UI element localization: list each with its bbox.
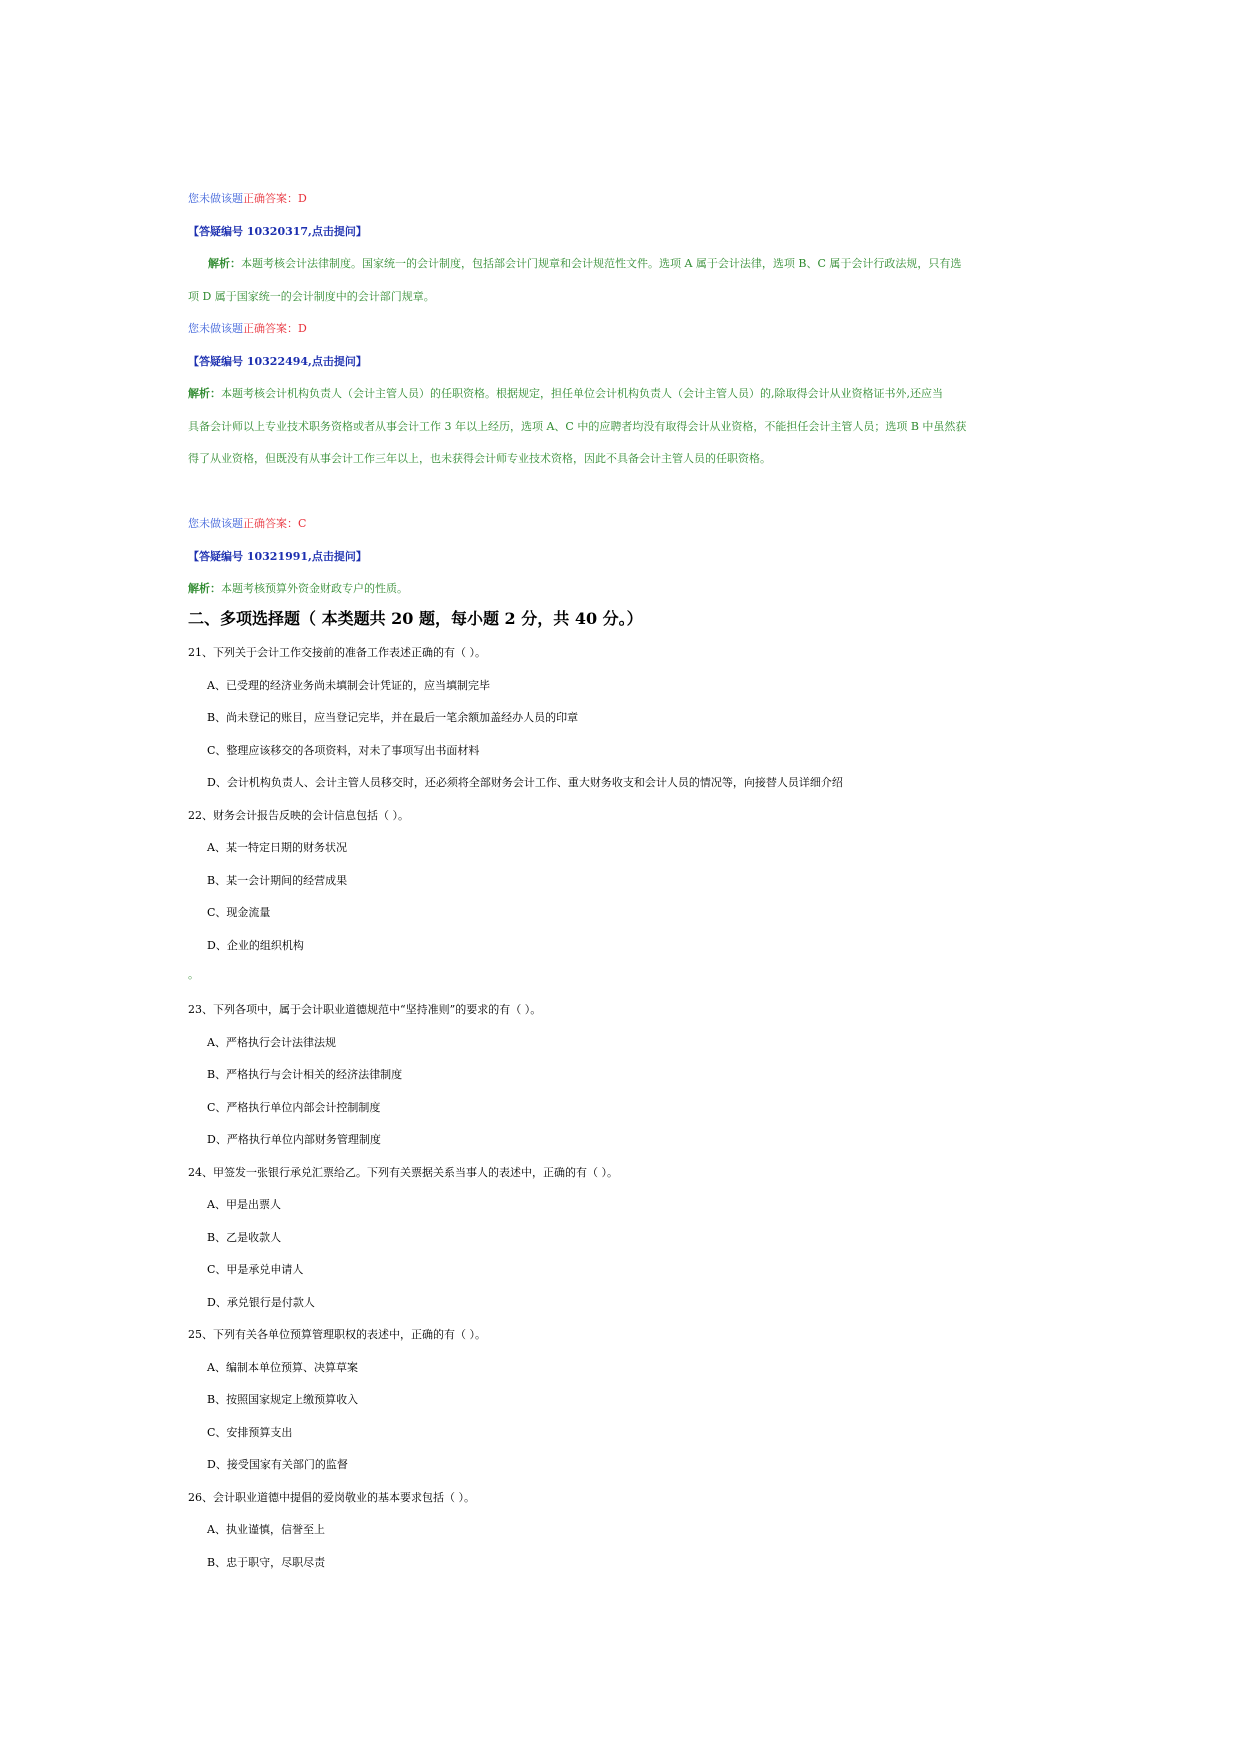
question-option[interactable]: D、接受国家有关部门的监督: [207, 1458, 348, 1471]
question-option[interactable]: B、忠于职守，尽职尽责: [207, 1556, 326, 1569]
question-option[interactable]: C、整理应该移交的各项资料，对未了事项写出书面材料: [207, 744, 480, 757]
question-stem: 26、会计职业道德中提倡的爱岗敬业的基本要求包括（ ）。: [188, 1491, 475, 1504]
question-option[interactable]: B、尚未登记的账目，应当登记完毕，并在最后一笔余额加盖经办人员的印章: [207, 711, 579, 724]
analysis-label: 解析：: [188, 387, 221, 400]
not-done-text: 您未做该题: [188, 322, 243, 335]
question-stem: 21、下列关于会计工作交接前的准备工作表述正确的有（ ）。: [188, 646, 486, 659]
correct-answer-label: 正确答案：: [243, 192, 298, 205]
question-option[interactable]: A、执业谨慎，信誉至上: [207, 1523, 325, 1536]
question-option[interactable]: D、严格执行单位内部财务管理制度: [207, 1133, 381, 1146]
question-stem: 25、下列有关各单位预算管理职权的表述中，正确的有（ ）。: [188, 1328, 486, 1341]
question-option[interactable]: A、某一特定日期的财务状况: [207, 841, 347, 854]
correct-answer-label: 正确答案：: [243, 322, 298, 335]
qa-reference-link[interactable]: 【答疑编号 10322494,点击提问】: [188, 355, 367, 368]
analysis-text: 本题考核会计法律制度。国家统一的会计制度，包括部会计门规章和会计规范性文件。选项 A 属于会计法律，选项 B、C 属于会计行政法规，只有选: [241, 257, 962, 270]
analysis-line: [208, 257, 961, 271]
not-done-text: 您未做该题: [188, 192, 243, 205]
not-done-text: 您未做该题: [188, 517, 243, 530]
question-option[interactable]: C、严格执行单位内部会计控制制度: [207, 1101, 381, 1114]
question-option[interactable]: A、编制本单位预算、决算草案: [207, 1361, 358, 1374]
analysis-text: 具备会计师以上专业技术职务资格或者从事会计工作 3 年以上经历，选项 A、C 中的应聘者均没有取得会计从业资格，不能担任会计主管人员；选项 B 中虽然获: [188, 420, 967, 433]
question-option[interactable]: C、安排预算支出: [207, 1426, 293, 1439]
analysis-text: 本题考核会计机构负责人（会计主管人员）的任职资格。根据规定，担任单位会计机构负责人（会计主管人员）的,除取得会计从业资格证书外,还应当: [221, 387, 943, 400]
stray-mark: 。: [188, 968, 199, 981]
correct-answer-value: D: [298, 192, 307, 205]
analysis-text: 本题考核预算外资金财政专户的性质。: [221, 582, 408, 595]
analysis-line: [188, 582, 408, 596]
analysis-line: [188, 387, 943, 401]
question-option[interactable]: C、甲是承兑申请人: [207, 1263, 304, 1276]
question-option[interactable]: A、甲是出票人: [207, 1198, 281, 1211]
correct-answer-value: C: [298, 517, 307, 530]
analysis-label: 解析：: [208, 257, 241, 270]
analysis-text: 项 D 属于国家统一的会计制度中的会计部门规章。: [188, 290, 435, 303]
question-option[interactable]: D、企业的组织机构: [207, 939, 304, 952]
correct-answer-label: 正确答案：: [243, 517, 298, 530]
qa-reference-link[interactable]: 【答疑编号 10320317,点击提问】: [188, 225, 367, 238]
question-stem: 22、财务会计报告反映的会计信息包括（ ）。: [188, 809, 409, 822]
question-option[interactable]: C、现金流量: [207, 906, 271, 919]
question-option[interactable]: A、已受理的经济业务尚未填制会计凭证的，应当填制完毕: [207, 679, 490, 692]
question-option[interactable]: B、乙是收款人: [207, 1231, 282, 1244]
answer-status-line: [188, 322, 307, 336]
question-option[interactable]: B、按照国家规定上缴预算收入: [207, 1393, 359, 1406]
question-option[interactable]: A、严格执行会计法律法规: [207, 1036, 336, 1049]
question-stem: 23、下列各项中，属于会计职业道德规范中“坚持准则”的要求的有（ ）。: [188, 1003, 542, 1016]
question-stem: 24、甲签发一张银行承兑汇票给乙。下列有关票据关系当事人的表述中，正确的有（ ）。: [188, 1166, 618, 1179]
analysis-label: 解析：: [188, 582, 221, 595]
answer-status-line: [188, 517, 306, 531]
question-option[interactable]: D、会计机构负责人、会计主管人员移交时，还必须将全部财务会计工作、重大财务收支和会计人员的情况等，向接替人员详细介绍: [207, 776, 843, 789]
answer-status-line: [188, 192, 307, 206]
correct-answer-value: D: [298, 322, 307, 335]
question-option[interactable]: B、某一会计期间的经营成果: [207, 874, 348, 887]
question-option[interactable]: B、严格执行与会计相关的经济法律制度: [207, 1068, 403, 1081]
qa-reference-link[interactable]: 【答疑编号 10321991,点击提问】: [188, 550, 367, 563]
analysis-text: 得了从业资格，但既没有从事会计工作三年以上，也未获得会计师专业技术资格，因此不具备会计主管人员的任职资格。: [188, 452, 771, 465]
section-title: 二、多项选择题（ 本类题共 20 题，每小题 2 分，共 40 分。）: [188, 609, 643, 628]
question-option[interactable]: D、承兑银行是付款人: [207, 1296, 315, 1309]
